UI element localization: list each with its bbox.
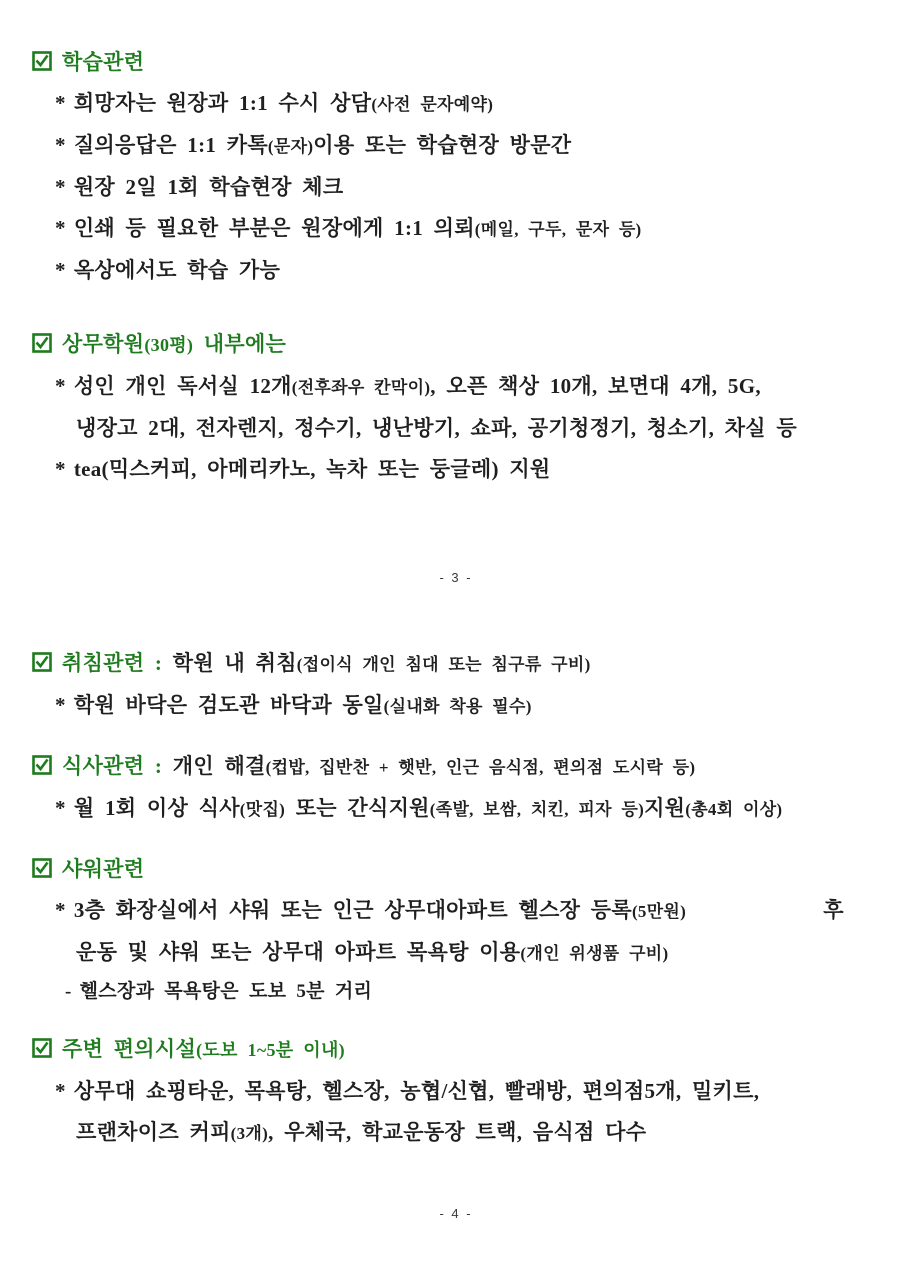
text-segment: (메일, 구두, 문자 등): [474, 220, 642, 239]
bullet-line: [32, 788, 880, 830]
text-segment: 운동 및 샤워 또는 상무대 아파트 목욕탕 이용: [76, 940, 521, 964]
text-segment: 이용 또는 학습현장 방문간: [313, 133, 572, 157]
text-segment: (문자): [267, 137, 314, 156]
bullet-line: [32, 167, 880, 208]
text-segment: , 우체국, 학교운동장 트랙, 음식점 다수: [268, 1120, 647, 1144]
section: [32, 849, 880, 1010]
section: [32, 746, 880, 830]
bullet-marker: *: [55, 898, 66, 922]
text-segment: 인쇄 등 필요한 부분은 원장에게 1:1 의뢰: [73, 216, 475, 240]
cont-line: [32, 932, 880, 974]
bullet-marker: *: [55, 796, 66, 820]
header-line: [32, 324, 880, 366]
checked-checkbox-icon: [32, 748, 52, 768]
page-number: - 3 -: [439, 570, 473, 585]
text-segment: 개인 해결: [172, 754, 266, 778]
text-segment: 3층 화장실에서 샤워 또는 인근 상무대아파트 헬스장 등록: [73, 898, 632, 922]
text-segment: (족발, 보쌈, 치킨, 피자 등): [429, 800, 645, 819]
header-line: [32, 643, 880, 685]
cont-line: [32, 408, 880, 449]
text-segment: 월 1회 이상 식사: [73, 796, 240, 820]
text-segment: (도보 1~5분 이내): [196, 1040, 345, 1060]
text-segment: (전후좌우 칸막이): [291, 378, 431, 397]
bullet-line: [32, 125, 880, 167]
bullet-marker: *: [55, 374, 66, 398]
text-segment: (실내화 착용 필수): [383, 697, 532, 716]
text-segment: (컵밥, 집반찬 + 햇반, 인근 음식점, 편의점 도시락 등): [265, 758, 696, 777]
bullet-line: [32, 449, 880, 490]
header-line: [32, 746, 880, 788]
text-segment: 희망자는 원장과 1:1 수시 상담: [73, 91, 372, 115]
bullet-marker: *: [55, 216, 66, 240]
bullet-marker: *: [55, 1079, 66, 1103]
bullet-line: [32, 250, 880, 291]
section: [32, 1029, 880, 1154]
checked-checkbox-icon: [32, 645, 52, 665]
bullet-line: [32, 83, 880, 125]
page-4: [32, 643, 880, 1224]
text-segment: 상무대 쇼핑타운, 목욕탕, 헬스장, 농협/신협, 빨래방, 편의점5개, 밀키트,: [73, 1079, 760, 1103]
bullet-marker: *: [55, 133, 66, 157]
checked-checkbox-icon: [32, 851, 52, 871]
dash-line: [32, 974, 880, 1010]
text-segment: 옥상에서도 학습 가능: [73, 258, 281, 282]
bullet-marker: *: [55, 91, 66, 115]
cont-line: [32, 1112, 880, 1154]
text-segment: (총4회 이상): [685, 800, 783, 819]
checked-checkbox-icon: [32, 326, 52, 346]
bullet-line: [32, 1071, 880, 1112]
header-line: [32, 42, 880, 83]
text-segment: 또는 간식지원: [285, 796, 430, 820]
text-segment: 지원: [644, 796, 686, 820]
text-segment: (5만원): [631, 902, 687, 921]
text-segment: 상무학원: [62, 332, 145, 356]
text-segment: 질의응답은 1:1 카톡: [73, 133, 268, 157]
bullet-line: [32, 208, 880, 250]
page-number: - 4 -: [439, 1206, 473, 1221]
text-segment: 원장 2일 1회 학습현장 체크: [73, 175, 344, 199]
text-segment: 학습관련: [62, 50, 145, 74]
section: [32, 324, 880, 490]
text-segment: 성인 개인 독서실 12개: [73, 374, 292, 398]
section: [32, 643, 880, 727]
checked-checkbox-icon: [32, 44, 52, 64]
text-segment: 학원 바닥은 검도관 바닥과 동일: [73, 693, 384, 717]
text-segment: (사전 문자예약): [371, 95, 494, 114]
header-line: [32, 1029, 880, 1071]
bullet-line: [32, 366, 880, 408]
checked-checkbox-icon: [32, 1031, 52, 1051]
section: [32, 42, 880, 291]
text-segment: , 오픈 책상 10개, 보면대 4개, 5G,: [430, 374, 761, 398]
page-3: [32, 42, 880, 588]
text-segment: 식사관련 :: [62, 754, 173, 778]
bullet-line: [32, 890, 880, 932]
text-segment: 내부에는: [193, 332, 287, 356]
bullet-marker: *: [55, 693, 66, 717]
text-segment: (30평): [144, 335, 194, 355]
bullet-marker: *: [55, 258, 66, 282]
text-segment: 프랜차이즈 커피: [76, 1120, 231, 1144]
bullet-marker: *: [55, 457, 66, 481]
text-segment: 헬스장과 목욕탕은 도보 5분 거리: [79, 981, 373, 1002]
text-segment: 학원 내 취침: [172, 651, 297, 675]
text-segment: (접이식 개인 침대 또는 침구류 구비): [296, 655, 591, 674]
text-segment: 취침관련 :: [62, 651, 173, 675]
header-line: [32, 849, 880, 890]
text-segment: 주변 편의시설: [62, 1037, 197, 1061]
text-segment: tea(믹스커피, 아메리카노, 녹차 또는 둥글레) 지원: [73, 457, 551, 481]
text-segment: (맛집): [239, 800, 286, 819]
bullet-line: [32, 685, 880, 727]
text-segment: (3개): [230, 1124, 269, 1143]
text-segment: (개인 위생품 구비): [520, 944, 669, 963]
text-segment: 냉장고 2대, 전자렌지, 정수기, 냉난방기, 쇼파, 공기청정기, 청소기, 차실 등: [76, 416, 798, 440]
bullet-marker: -: [65, 981, 72, 1002]
text-segment: 샤워관련: [62, 857, 145, 881]
bullet-marker: *: [55, 175, 66, 199]
text-segment: 후: [686, 898, 844, 922]
